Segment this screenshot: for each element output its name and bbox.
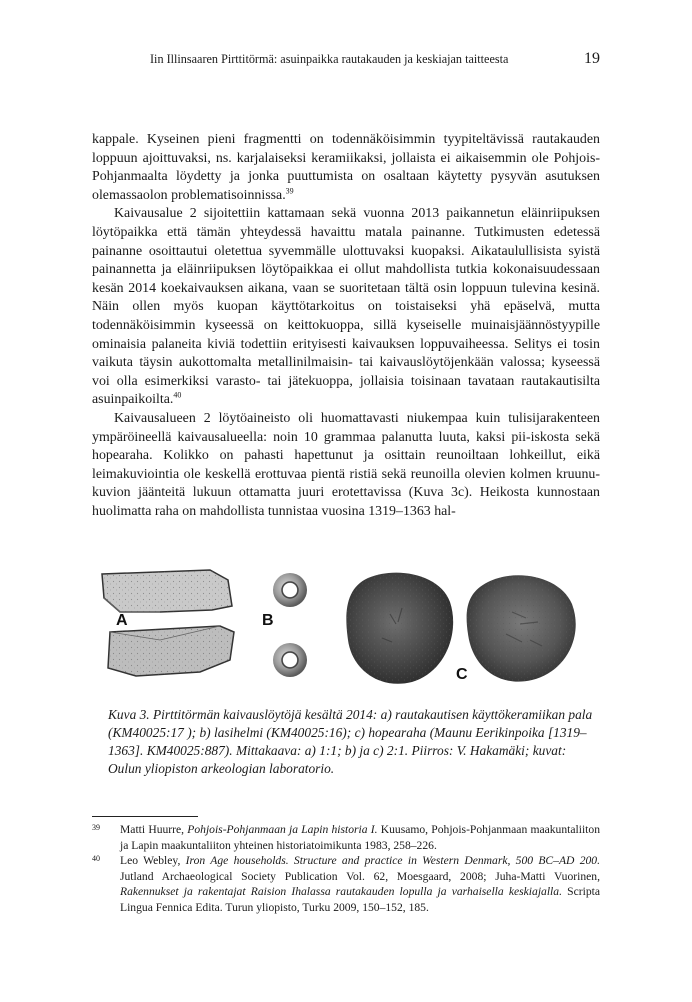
footnote-details: Jutland Archaeological Society Publication Vol. 62, Moesgaard, 2008; Juha-Matti Vuorinen,	[120, 869, 600, 883]
figure-label-b: B	[262, 612, 274, 629]
footnote-rule	[92, 816, 198, 817]
bead-photo-lower	[273, 643, 307, 677]
bead-photo-upper	[273, 573, 307, 607]
paragraph-3: Kaivausalueen 2 löytöaineisto oli huomattavasti niukempaa kuin tulisijarakenteen ympäröineellä kaivausalueella: noin 10 grammaa palanutta luuta, kaksi pii-iskosta sekä hopearaha. Kolikko on pahasti hapettunut ja osittain reunoiltaan lohkeillut, eikä leimakuviointia ole keskellä erottuvaa pientä ristiä sekä reunoilla olevien kolmen kruunu-kuvion jäänteitä lukuun ottamatta juuri erotettavissa (Kuva 3c). Heikosta kunnostaan huolimatta raha on mahdollista tunnistaa vuosina 1319–1363 hal-	[92, 410, 600, 519]
footnote-details-2: Scripta Lingua Fennica Edita. Turun yliopisto, Turku 2009, 150–152, 185.	[120, 885, 600, 914]
footnote-39	[92, 822, 600, 853]
footnote-ref-39[interactable]: 39	[285, 186, 294, 196]
footnote-details: Kuusamo, Pohjois-Pohjanmaan maakuntaliiton ja Lapin maakuntaliiton yhteinen historiatoimikunta 1983, 258–226.	[120, 823, 600, 852]
footnote-ref-40[interactable]: 40	[173, 390, 182, 400]
footnote-title-2: Rakennukset ja rakentajat Raision Ihalassa rautakauden lopulla ja varhaisella keskiajalla.	[120, 885, 562, 899]
figure-3	[100, 568, 600, 692]
coin-photo-obverse	[346, 573, 453, 684]
running-head: Iin Illinsaaren Pirttitörmä: asuinpaikka rautakauden ja keskiajan taitteesta	[150, 52, 509, 66]
footnote-number: 40	[92, 854, 100, 864]
paragraph-2	[92, 205, 600, 410]
footnote-title: Pohjois-Pohjanmaan ja Lapin historia I.	[187, 823, 378, 836]
figure-caption: Kuva 3. Pirttitörmän kaivauslöytöjä kesältä 2014: a) rautakautisen käyttökeramiikan pala (KM40025:17 ); b) lasihelmi (KM40025:16); c) hopearaha (Maunu Eerikinpoika [1319–1363]. KM40025:887). Mittakaava: a) 1:1; b) ja c) 2:1. Piirros: V. Hakamäki; kuvat: Oulun yliopiston arkeologian laboratorio.	[108, 707, 593, 776]
figure-label-c: C	[456, 666, 468, 683]
footnotes	[92, 822, 600, 916]
paragraph-1-text: kappale. Kyseinen pieni fragmentti on todennäköisimmin tyypiteltävissä rautakauden loppuun ajoittuvaksi, ns. karjalaiseksi keramiikaksi, jollaista ei aikaisemmin ole Pohjois-Pohjanmaalta löydetty ja jonka puuttumista on osaltaan käytetty pysyvän asutuksen olemassaolon problematisoinnissa.	[92, 132, 600, 203]
paragraph-2-text: Kaivausalue 2 sijoitettiin kattamaan sekä vuonna 2013 paikannetun eläinriipuksen löytöpaikka että tämän yhteydessä havaittu matala painanne. Tutkimusten edetessä painanne osoittautui oletettua syvemmälle ulottuvaksi kuopaksi. Aikataulullisista syistä painannetta ja eläinriipuksen löytöpaikkaa ei ollut mahdollista tutkia kokonaisuudessaan kesän 2014 koekaivauksen aikana, vaan se suoritetaan tältä osin loppuun tulevina kesinä. Näin ollen myös kuopan käyttötarkoitus on toistaiseksi yhä epäselvä, mutta todennäköisimmin kyseessä on keittokuoppa, sillä kyseiselle muinaisjäännöstyypille ominaisia palaneita kiviä todettiin erityisesti kaivauksen loppuvaiheessa. Selitys ei tosin vaikuta täysin aukottomalta metallinilmaisin- tai kaivauslöytöjenkään valossa; kyseessä voi olla esimerkiksi varasto- tai jätekuoppa, jollaisia toisinaan tavataan rautakautisilta asuinpaikoilta.	[92, 206, 600, 408]
footnote-author: Matti Huurre,	[120, 823, 188, 836]
footnote-title: Iron Age households. Structure and practice in Western Denmark, 500 BC–AD 200.	[185, 854, 600, 868]
figure-3-photo	[100, 568, 600, 692]
page-number: 19	[584, 50, 600, 67]
figure-label-a: A	[116, 612, 128, 629]
sherd-drawing-lower	[108, 626, 234, 676]
footnote-author: Leo Webley,	[120, 854, 186, 868]
body-text	[92, 131, 600, 521]
footnote-number: 39	[92, 823, 100, 832]
coin-photo-reverse	[467, 575, 576, 681]
sherd-drawing-upper	[102, 570, 232, 612]
paragraph-1	[92, 131, 600, 205]
footnote-40	[92, 853, 600, 915]
